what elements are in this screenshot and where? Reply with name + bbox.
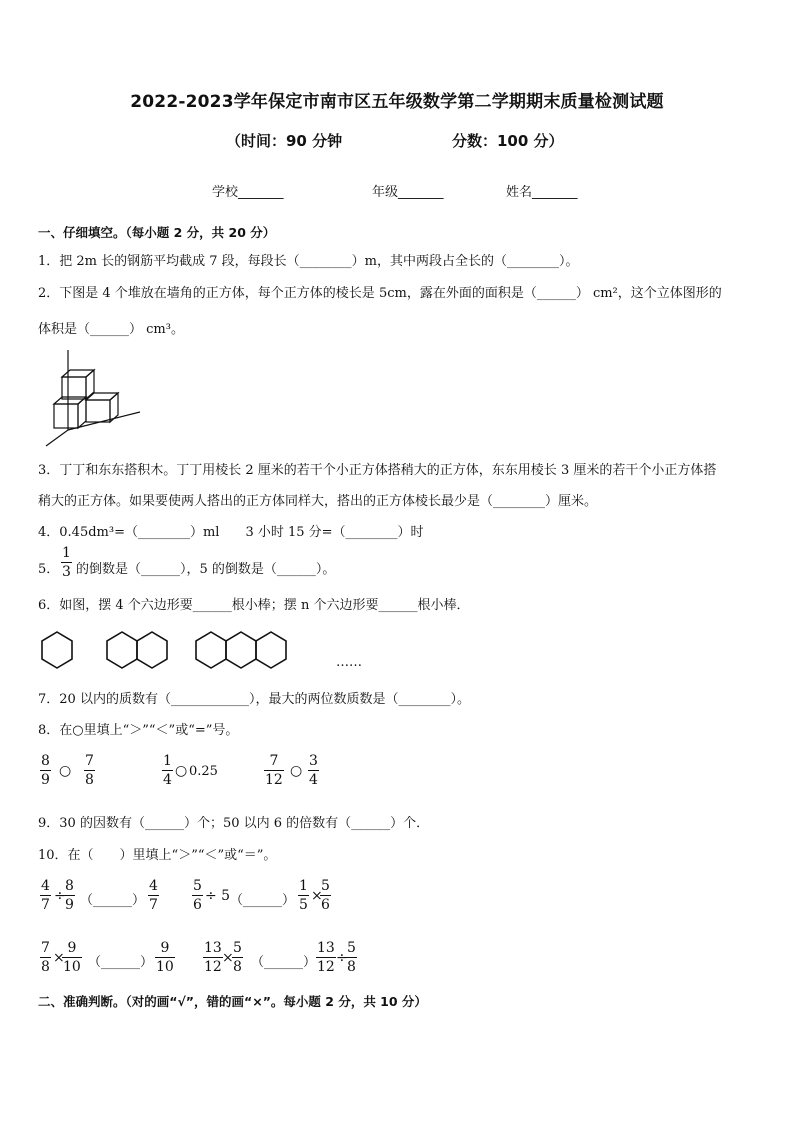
q10-r2-g: 5 8: [347, 940, 356, 975]
operator: ÷: [54, 888, 66, 904]
operator: ×: [311, 888, 323, 904]
section-heading: 一、仔细填空。（每小题 2 分，共 20 分）: [38, 225, 276, 240]
q10-r1-a: 4 7: [41, 878, 50, 913]
hexagon-2b: [137, 632, 167, 668]
question-5-text: 的倒数是（______），5 的倒数是（______）。: [76, 562, 336, 577]
answer-blank: （______）: [88, 955, 154, 970]
answer-blank: （______）: [80, 893, 146, 908]
q10-r1-c: 4 7: [149, 878, 158, 913]
q8-item1-right: 7 8: [85, 753, 94, 788]
name-field: 姓名_______: [506, 185, 578, 200]
q10-r2-b: 9 10: [63, 940, 81, 975]
operator: ÷: [336, 950, 348, 966]
question-3-line2: 稍大的正方体。如果要使两人搭出的正方体同样大，搭出的正方体棱长最少是（________）厘米。: [38, 494, 598, 509]
hexagon-1: [42, 632, 72, 668]
q10-r2-f: 13 12: [317, 940, 335, 975]
continuation-dots: ……: [336, 655, 362, 670]
q10-r1-e: 1 5: [299, 878, 308, 913]
compare-circle: ○: [175, 763, 188, 779]
section-2-heading: 二、准确判断。（对的画“√”，错的画“×”。每小题 2 分，共 10 分）: [38, 994, 427, 1009]
q10-r2-d: 13 12: [204, 940, 222, 975]
hexagon-chain-figure: [38, 631, 298, 671]
q10-r2-a: 7 8: [41, 940, 50, 975]
question-6: 6．如图，摆 4 个六边形要______根小棒；摆 n 个六边形要______根小棒．: [38, 598, 470, 613]
q10-r2-c: 9 10: [156, 940, 174, 975]
exam-score: 分数：100 分）: [452, 132, 564, 150]
question-9: 9．30 的因数有（______）个；50 以内 6 的倍数有（______）个．: [38, 816, 430, 831]
q10-r1-d: 5 6: [193, 878, 202, 913]
q8-item3-left: 7 12: [265, 753, 283, 788]
numerator: 1: [62, 545, 71, 561]
hexagon-3c: [256, 632, 286, 668]
hexagon-2a: [107, 632, 137, 668]
q8-item2-right: 0.25: [189, 764, 218, 779]
q10-r2-e: 5 8: [233, 940, 242, 975]
answer-blank: （______）: [230, 893, 296, 908]
question-8: 8．在○里填上“＞”“＜”或“=”号。: [38, 723, 239, 738]
exam-time: （时间：90 分钟: [226, 132, 343, 150]
fraction-one-third: [61, 546, 72, 579]
q8-item1-left: 8 9: [41, 753, 50, 788]
operator: ÷ 5: [205, 888, 231, 904]
denominator: 3: [62, 564, 71, 580]
page-title: 2022-2023学年保定市南市区五年级数学第二学期期末质量检测试题: [130, 92, 664, 112]
question-2-line2: 体积是（______） cm³。: [38, 322, 184, 337]
question-2-line1: 2．下图是 4 个堆放在墙角的正方体，每个正方体的棱长是 5cm，露在外面的面积是（______） cm²，这个立体图形的: [38, 286, 722, 301]
hexagon-3a: [196, 632, 226, 668]
q10-r1-f: 5 6: [321, 878, 330, 913]
operator: ×: [222, 950, 234, 966]
hexagon-3b: [226, 632, 256, 668]
q8-item2-left: 1 4: [163, 753, 172, 788]
grade-field: 年级_______: [372, 185, 444, 200]
q8-item3-right: 3 4: [309, 753, 318, 788]
school-field: 学校_______: [212, 185, 284, 200]
question-4: 4．0.45dm³=（________）ml 3 小时 15 分=（________）时: [38, 525, 424, 540]
question-3-line1: 3．丁丁和东东搭积木。丁丁用棱长 2 厘米的若干个小正方体搭稍大的正方体，东东用棱长 3 厘米的若干个小正方体搭: [38, 463, 717, 478]
question-10: 10．在（ ）里填上“＞”“＜”或“＝”。: [38, 848, 277, 863]
compare-circle: ○: [290, 763, 303, 779]
answer-blank: （______）: [251, 955, 317, 970]
cube-stack-figure: [40, 350, 150, 450]
q10-r1-b: 8 9: [65, 878, 74, 913]
question-1: 1．把 2m 长的钢筋平均截成 7 段，每段长（________）m，其中两段占全长的（________）。: [38, 254, 579, 269]
compare-circle: ○: [59, 763, 72, 779]
question-5-number: 5．: [38, 562, 60, 577]
question-7: 7．20 以内的质数有（____________），最大的两位数质数是（________）。: [38, 692, 470, 707]
operator: ×: [53, 950, 65, 966]
